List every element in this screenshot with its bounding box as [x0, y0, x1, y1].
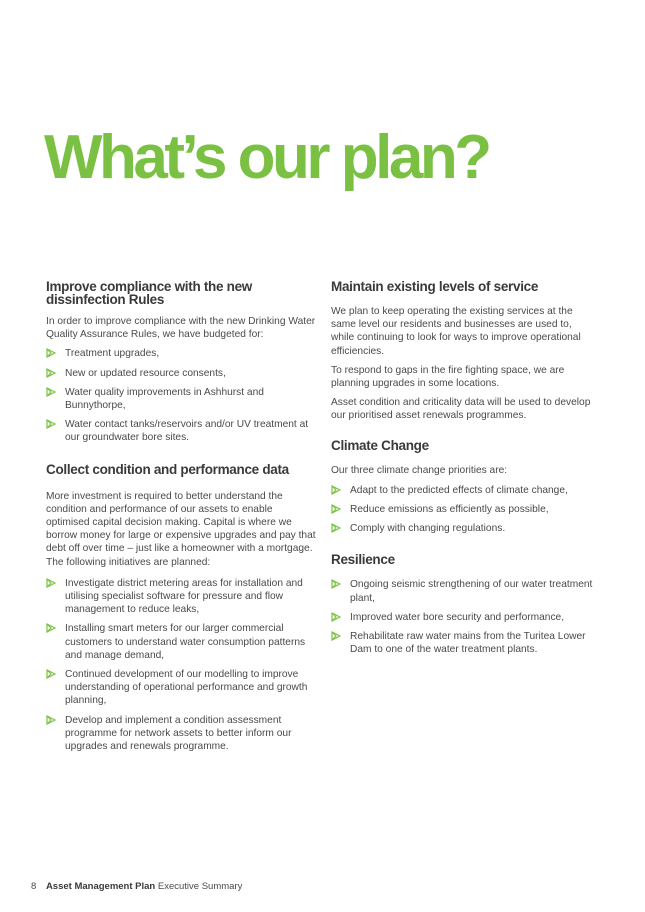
list-item — [331, 630, 597, 656]
list-item-text: Installing smart meters for our larger commercial customers to understand water consumption patterns and manage demand, — [65, 623, 306, 661]
list-item-text: New or updated resource consents, — [65, 367, 226, 379]
chevron-right-icon — [331, 523, 341, 533]
service-heading: Maintain existing levels of service — [331, 279, 539, 294]
climate-intro: Our three climate change priorities are: — [331, 464, 508, 476]
condition-list — [46, 577, 318, 753]
list-item — [46, 668, 318, 708]
list-item-text: Water quality improvements in Ashhurst and Bunnythorpe, — [65, 386, 264, 412]
list-item — [46, 347, 318, 360]
document-title: Asset Management Plan — [45, 881, 156, 892]
chevron-right-icon — [331, 631, 341, 641]
list-item-text: Improved water bore security and performance, — [350, 611, 565, 623]
chevron-right-icon — [46, 368, 56, 378]
list-item — [46, 386, 318, 412]
climate-list — [331, 484, 597, 536]
chevron-right-icon — [331, 504, 341, 514]
list-item — [46, 714, 318, 754]
resilience-heading: Resilience — [331, 552, 395, 568]
chevron-right-icon — [331, 485, 341, 495]
condition-heading: Collect condition and performance data — [46, 461, 289, 477]
list-item — [46, 577, 318, 617]
chevron-right-icon — [46, 348, 56, 358]
list-item-text: Rehabilitate raw water mains from the Turitea Lower Dam to one of the water treatment plants. — [350, 631, 586, 656]
list-item — [331, 484, 597, 497]
resilience-list — [331, 578, 597, 656]
chevron-right-icon — [46, 387, 56, 397]
chevron-right-icon — [46, 578, 56, 588]
service-paragraph: Asset condition and criticality data will be used to develop our prioritised asset renewals programmes. — [331, 397, 591, 422]
list-item-text: Reduce emissions as efficiently as possible, — [350, 504, 549, 516]
service-paragraph: To respond to gaps in the fire fighting space, we are planning upgrades in some locations. — [331, 364, 565, 390]
left-column — [46, 280, 318, 766]
chevron-right-icon — [331, 579, 341, 589]
document-subtitle: Executive Summary — [157, 881, 243, 892]
list-item — [46, 418, 318, 444]
list-item-text: Water contact tanks/reservoirs and/or UV treatment at our groundwater bore sites. — [65, 419, 309, 444]
list-item-text: Adapt to the predicted effects of climate change, — [350, 484, 568, 496]
chevron-right-icon — [331, 612, 341, 622]
compliance-heading: Improve compliance with the new dissinfection Rules — [46, 279, 252, 307]
list-item — [46, 367, 318, 380]
service-paragraph: We plan to keep operating the existing services at the same level our residents and businesses are used to, while continuing to look for ways to improve operational efficiencies. — [331, 306, 581, 357]
list-item-text: Comply with changing regulations. — [350, 523, 506, 535]
list-item — [331, 578, 597, 604]
list-item — [331, 503, 597, 516]
list-item — [331, 611, 597, 624]
right-column — [331, 280, 597, 669]
chevron-right-icon — [46, 715, 56, 725]
page-title: What’s our plan? — [44, 123, 489, 192]
list-item-text: Develop and implement a condition assessment programme for network assets to better inform our upgrades and renewals programme. — [65, 714, 292, 753]
compliance-intro: In order to improve compliance with the new Drinking Water Quality Assurance Rules, we have budgeted for: — [46, 316, 316, 341]
chevron-right-icon — [46, 623, 56, 633]
list-item-text: Investigate district metering areas for installation and utilising specialist software for pressure and flow management to reduce leaks, — [65, 577, 303, 616]
compliance-list — [46, 347, 318, 444]
condition-intro: More investment is required to better understand the condition and performance of our assets to enable optimised capital decision making. Capital is where we borrow money for large or expensive upgrades and pay that debt off over time – just like a homeowner with a mortgage. The following initiatives are planned: — [46, 490, 316, 568]
page-number: 8 — [31, 881, 37, 892]
chevron-right-icon — [46, 419, 56, 429]
list-item-text: Ongoing seismic strengthening of our water treatment plant, — [350, 579, 593, 604]
list-item-text: Continued development of our modelling to improve understanding of operational performance and growth planning, — [65, 669, 308, 707]
list-item-text: Treatment upgrades, — [65, 348, 160, 360]
climate-heading: Climate Change — [331, 437, 429, 453]
page-footer — [31, 881, 242, 892]
list-item — [331, 522, 597, 535]
chevron-right-icon — [46, 669, 56, 679]
list-item — [46, 622, 318, 662]
